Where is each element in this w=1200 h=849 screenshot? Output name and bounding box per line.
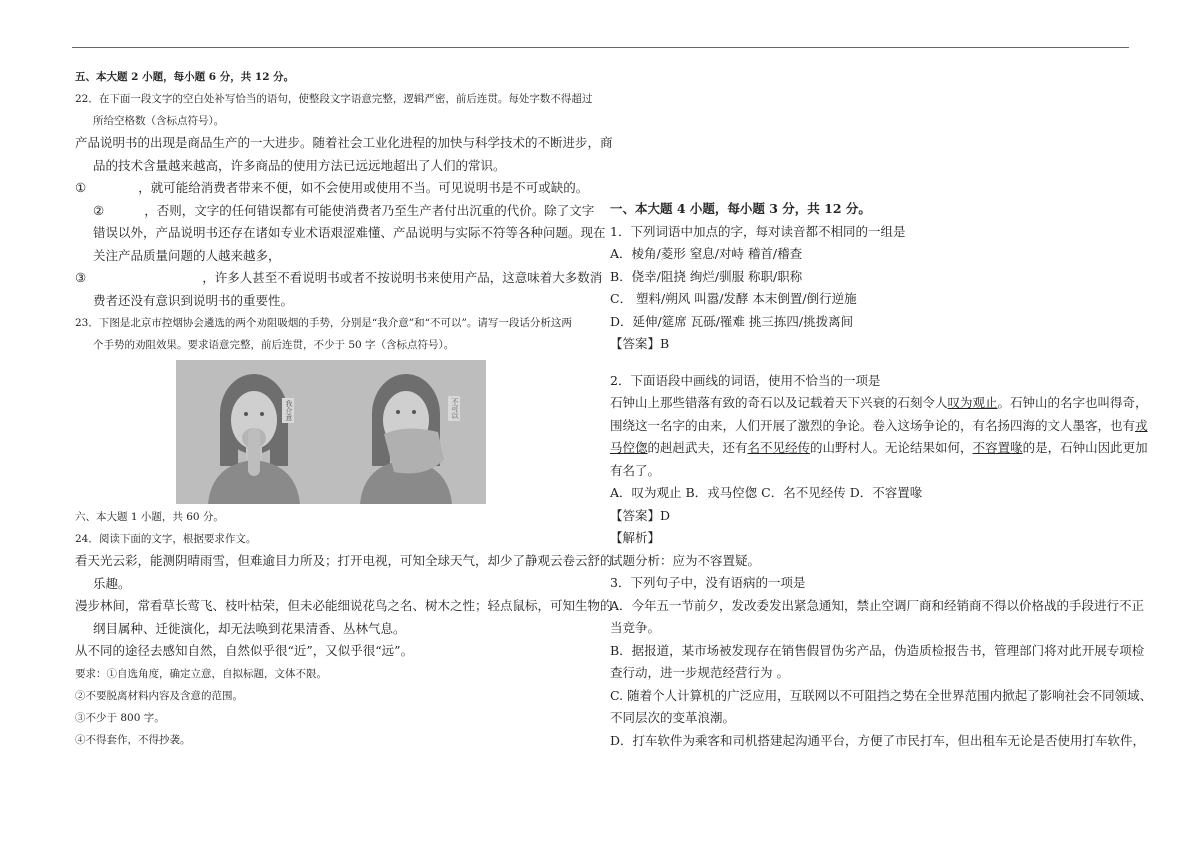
blank-1-line <box>75 177 597 200</box>
q2-underlined-term: 叹为观止 <box>947 395 998 410</box>
blank-2-line <box>75 200 597 223</box>
q3-option-c-cont: 不同层次的变革浪潮。 <box>610 710 736 725</box>
q3-option-a: A．今年五一节前夕，发改委发出紧急通知，禁止空调厂商和经销商不得以价格战的手段进行不正 <box>610 597 1145 613</box>
requirement: ③不少于 800 字。 <box>75 711 165 724</box>
q22-passage: 产品说明书的出现是商品生产的一大进步。随着社会工业化进程的加快与科学技术的不断进步，商 <box>75 135 613 150</box>
blank-3-marker: ③ <box>75 270 87 285</box>
requirement: ②不要脱离材料内容及含意的范围。 <box>75 689 243 702</box>
q2-underlined-term: 不容置喙 <box>972 440 1023 455</box>
blank-2-marker: ② <box>93 202 105 218</box>
q3-option-c: C. 随着个人计算机的广泛应用，互联网以不可阻挡之势在全世界范围内掀起了影响社会不同领域、 <box>610 687 1153 703</box>
q2-answer: 【答案】D <box>610 507 671 523</box>
right-column <box>610 198 1153 752</box>
q2-passage: 有名了。 <box>610 462 661 478</box>
q23-stem: 23．下图是北京市控烟协会遴选的两个劝阻吸烟的手势，分别是“我介意”和“不可以”。请写一段话分析这两 <box>75 317 572 329</box>
section5-title: 五、本大题 2 小题，每小题 6 分，共 12 分。 <box>75 71 295 83</box>
gesture-figure <box>176 360 486 504</box>
figure-label-1: 我介意 <box>282 398 294 423</box>
q3-option-a-cont: 当竞争。 <box>610 620 661 635</box>
q3-option-b: B．据报道，某市场被发现存在销售假冒伪劣产品，伪造质检报告书，管理部门将对此开展专项检 <box>610 642 1145 658</box>
q2-text: 的赳赳武夫，还有 <box>647 440 748 455</box>
q22-stem: 22．在下面一段文字的空白处补写恰当的语句，使整段文字语意完整，逻辑严密，前后连贯。每处字数不得超过 <box>75 93 593 105</box>
section1-title: 一、本大题 4 小题，每小题 3 分，共 12 分。 <box>610 201 871 216</box>
q24-stem: 24．阅读下面的文字，根据要求作文。 <box>75 533 257 545</box>
essay-material: 漫步林间，常看草长莺飞、枝叶枯荣，但未必能细说花鸟之名、树木之性；轻点鼠标，可知生物的 <box>75 598 613 613</box>
q3-option-b-cont: 查行动，进一步规范经营行为 。 <box>610 665 789 680</box>
q2-passage <box>610 437 1148 460</box>
woman-palm-on-mouth-illustration <box>354 368 466 504</box>
q2-passage <box>610 392 1148 415</box>
q2-underlined-term: 马倥偬 <box>610 440 648 455</box>
blank-3-line <box>75 267 603 290</box>
passage-line: 错误以外，产品说明书还存在诸如专业术语艰涩难懂、产品说明与实际不符等各种问题。现在 <box>93 225 606 240</box>
q2-text: 的山野村人。无论结果如何， <box>810 440 973 455</box>
q1-stem: 1．下列词语中加点的字，每对读音都不相同的一组是 <box>610 223 906 239</box>
essay-material: 从不同的途径去感知自然，自然似乎很“近”，又似乎很“远”。 <box>75 643 414 658</box>
q3-stem: 3．下列句子中，没有语病的一项是 <box>610 575 806 590</box>
passage-line: 关注产品质量问题的人越来越多， <box>93 247 281 263</box>
q2-passage <box>610 415 1148 438</box>
blank-2-text: ，否则，文字的任何错误都有可能使消费者乃至生产者付出沉重的代价。除了文字 <box>144 202 595 218</box>
blank-1-marker: ① <box>75 180 87 195</box>
q1-answer: 【答案】B <box>610 336 670 351</box>
q2-analysis-label: 【解析】 <box>610 530 661 545</box>
q1-option-b: B．侥幸/阻挠 绚烂/驯服 称职/职称 <box>610 268 803 284</box>
q22-passage-cont: 品的技术含量越来越高，许多商品的使用方法已远远地超出了人们的常识。 <box>93 157 506 173</box>
requirement: ④不得套作，不得抄袭。 <box>75 733 191 746</box>
blank-1-text: ，就可能给消费者带来不便，如不会使用或使用不当。可见说明书是不可或缺的。 <box>138 180 589 195</box>
q2-text: 的是，石钟山因此更加 <box>1022 440 1148 455</box>
essay-material: 看天光云彩，能测阴晴雨雪，但难逾目力所及；打开电视，可知全球天气，却少了静观云卷云舒的 <box>75 553 613 568</box>
passage-line: 费者还没有意识到说明书的重要性。 <box>93 292 294 308</box>
q23-stem-cont: 个手势的劝阻效果。要求语意完整，前后连贯，不少于 50 字（含标点符号）。 <box>93 339 455 351</box>
requirement: 要求：①自选角度，确定立意，自拟标题，文体不限。 <box>75 667 327 680</box>
left-column <box>75 66 613 751</box>
q2-underlined-term: 名不见经传 <box>747 440 811 455</box>
section6-title: 六、本大题 1 小题，共 60 分。 <box>75 511 224 523</box>
q1-option-a: A．棱角/菱形 窒息/对峙 稽首/稽查 <box>610 246 803 261</box>
q2-text: 。石钟山的名字也叫得奇， <box>997 395 1148 410</box>
q1-option-d: D．延伸/筵席 瓦砾/罹难 挑三拣四/挑拨离间 <box>610 313 854 329</box>
figure-label-2: 不可以 <box>448 396 460 421</box>
q1-option-c: C． 塑料/朔风 叫嚣/发酵 本末倒置/倒行逆施 <box>610 291 857 306</box>
q2-underlined-term: 戎 <box>1135 417 1148 433</box>
essay-material-cont: 纲目属种、迁徙演化，却无法唤到花果清香、丛林气息。 <box>93 620 406 636</box>
woman-hand-on-mouth-illustration <box>202 368 314 504</box>
q2-text: 围绕这一名字的由来，人们开展了激烈的争论。卷入这场争论的，有名扬四海的文人墨客，也有 <box>610 417 1136 433</box>
q3-option-d: D．打车软件为乘客和司机搭建起沟通平台，方便了市民打车，但出租车无论是否使用打车软件， <box>610 732 1146 748</box>
essay-material-cont: 乐趣。 <box>93 575 131 591</box>
q2-stem: 2．下面语段中画线的词语，使用不恰当的一项是 <box>610 372 881 388</box>
q2-options: A．叹为观止 B．戎马倥偬 C．名不见经传 D．不容置喙 <box>610 485 923 500</box>
blank-3-text: ，许多人甚至不看说明书或者不按说明书来使用产品，这意味着大多数消 <box>202 270 603 285</box>
q22-stem-cont: 所给空格数（含标点符号）。 <box>93 115 225 127</box>
q2-analysis-text: 试题分析：应为不容置疑。 <box>610 552 761 568</box>
q2-text: 石钟山上那些错落有致的奇石以及记载着天下兴衰的石刻令人 <box>610 395 948 410</box>
spacer <box>610 356 1130 370</box>
top-rule <box>72 47 1129 48</box>
